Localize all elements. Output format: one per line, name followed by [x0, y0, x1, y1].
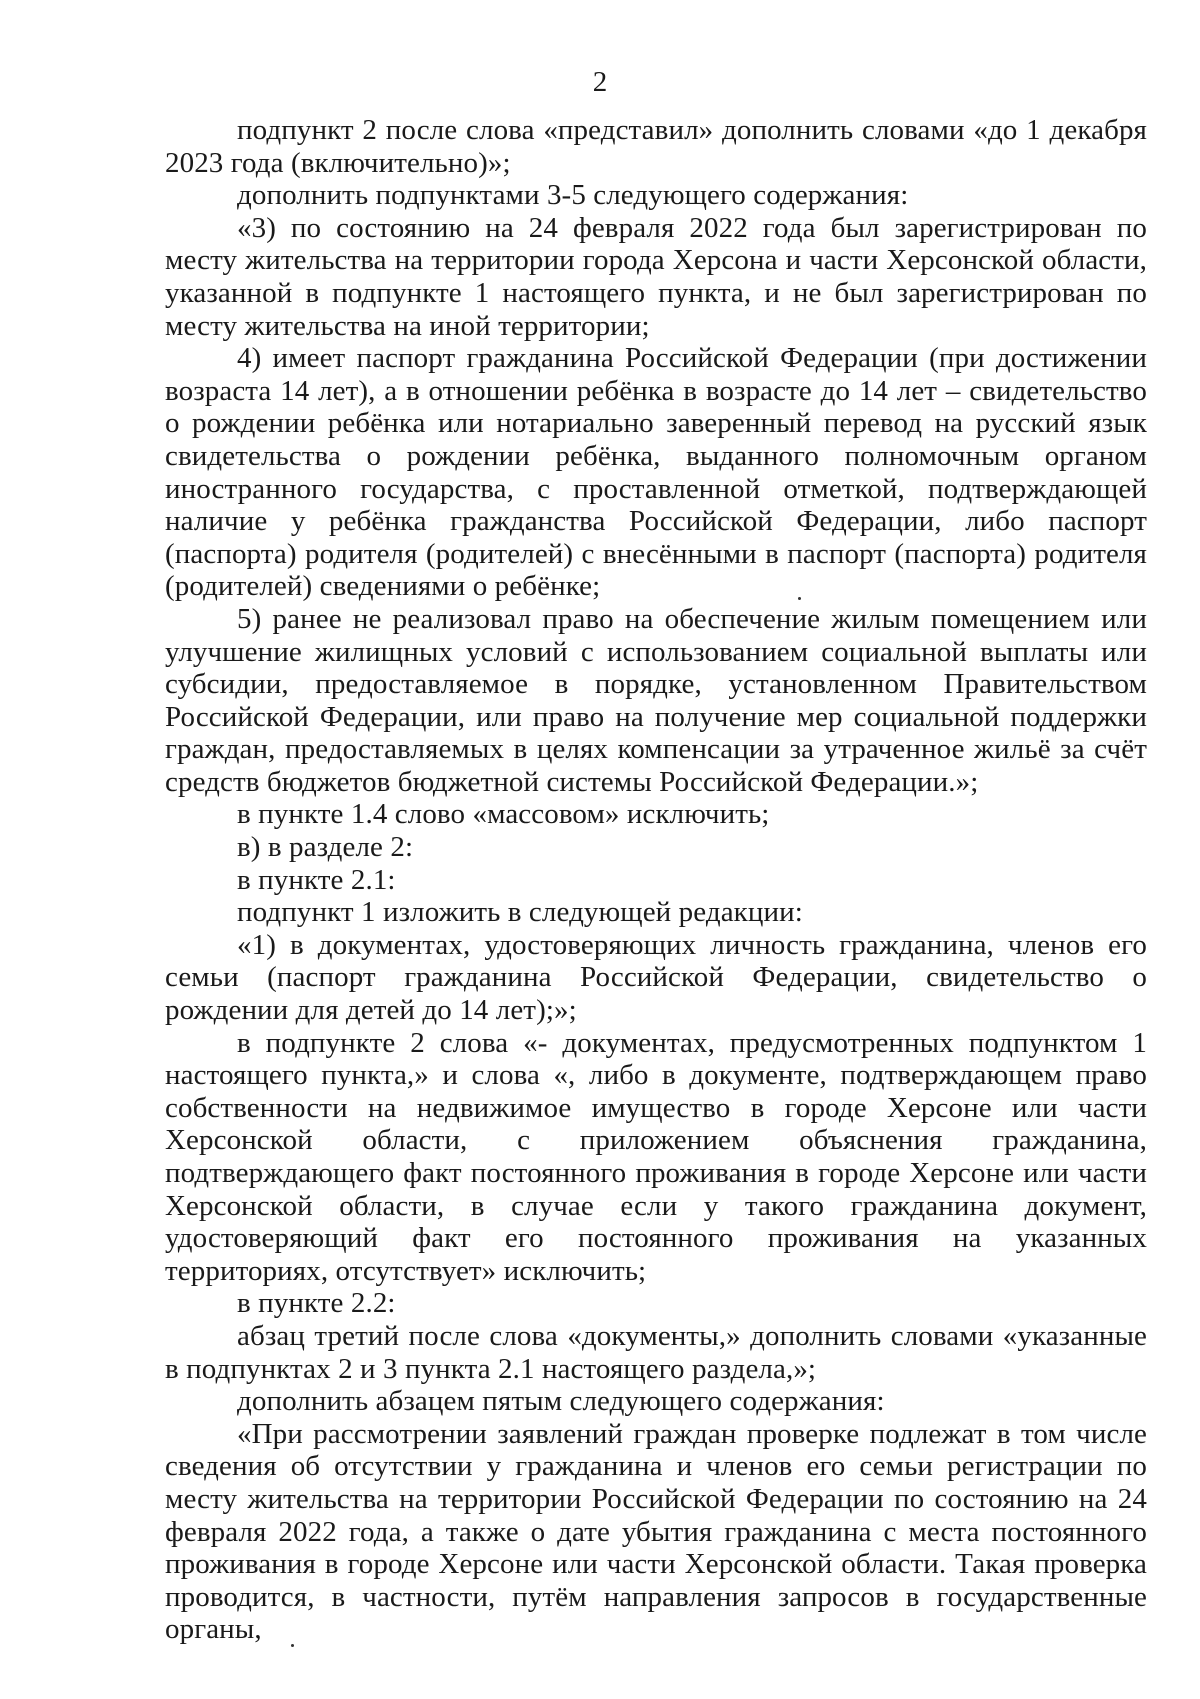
paragraph-subpoint-4: 4) имеет паспорт гражданина Российской Федерации (при достижении возраста 14 лет), а в отношении ребёнка в возрасте до 14 лет – свидетельство о рождении ребёнка или нотариально заверенный перевод на русский язык свидетельства о рождении ребёнка, выданного полномочным органом иностранного государства, с проставленной отметкой, подтверждающей наличие у ребёнка гражданства Российской Федерации, либо паспорт (паспорта) родителя (родителей) с внесёнными в паспорт (паспорта) родителя (родителей) сведениями о ребёнке; [165, 342, 1147, 603]
paragraph-add-subpoints: дополнить подпунктами 3-5 следующего содержания: [237, 179, 909, 212]
paragraph-subpoint-2-exclusion: в подпункте 2 слова «- документах, предусмотренных подпунктом 1 настоящего пункта,» и слова «, либо в документе, подтверждающем право собственности на недвижимое имущество в городе Херсоне или части Херсонской области, с приложением объяснения гражданина, подтверждающего факт постоянного проживания в городе Херсоне или части Херсонской области, в случае если у такого гражданина документ, удостоверяющий факт его постоянного проживания на указанных территориях, отсутствует» исключить; [165, 1026, 1147, 1287]
scan-speck [291, 1644, 294, 1647]
paragraph-subpoint-5: 5) ранее не реализовал право на обеспечение жилым помещением или улучшение жилищных условий с использованием социальной выплаты или субсидии, предоставляемое в порядке, установленном Правительством Российской Федерации, или право на получение мер социальной поддержки граждан, предоставляемых в целях компенсации за утраченное жильё за счёт средств бюджетов бюджетной системы Российской Федерации.»; [165, 602, 1147, 798]
paragraph-point-1-4: в пункте 1.4 слово «массовом» исключить; [237, 798, 770, 831]
paragraph-add-fifth-abzac: дополнить абзацем пятым следующего содержания: [237, 1385, 885, 1418]
paragraph-subpoint-2-amendment: подпункт 2 после слова «представил» дополнить словами «до 1 декабря 2023 года (включительно)»; [165, 114, 1147, 179]
paragraph-point-2-1: в пункте 2.1: [237, 863, 396, 896]
paragraph-subpoint-1-new-wording: подпункт 1 изложить в следующей редакции: [237, 896, 803, 929]
paragraph-subpoint-3: «3) по состоянию на 24 февраля 2022 года был зарегистрирован по месту жительства на территории города Херсона и части Херсонской области, указанной в подпункте 1 настоящего пункта, и не был зарегистрирован по месту жительства на иной территории; [165, 211, 1147, 342]
paragraph-section-2: в) в разделе 2: [237, 831, 414, 864]
document-body [165, 114, 1147, 1646]
paragraph-subpoint-1-text: «1) в документах, удостоверяющих личность гражданина, членов его семьи (паспорт гражданина Российской Федерации, свидетельство о рождении для детей до 14 лет);»; [165, 928, 1147, 1027]
paragraph-third-abzac: абзац третий после слова «документы,» дополнить словами «указанные в подпунктах 2 и 3 пункта 2.1 настоящего раздела,»; [165, 1319, 1147, 1385]
paragraph-point-2-2: в пункте 2.2: [237, 1287, 396, 1320]
scan-speck [798, 597, 801, 600]
paragraph-verification-text: «При рассмотрении заявлений граждан проверке подлежат в том числе сведения об отсутствии у гражданина и членов его семьи регистрации по месту жительства на территории Российской Федерации по состоянию на 24 февраля 2022 года, а также о дате убытия гражданина с места постоянного проживания в городе Херсоне или части Херсонской области. Такая проверка проводится, в частности, путём направления запросов в государственные органы, [165, 1417, 1147, 1646]
page-number: 2 [592, 66, 608, 98]
